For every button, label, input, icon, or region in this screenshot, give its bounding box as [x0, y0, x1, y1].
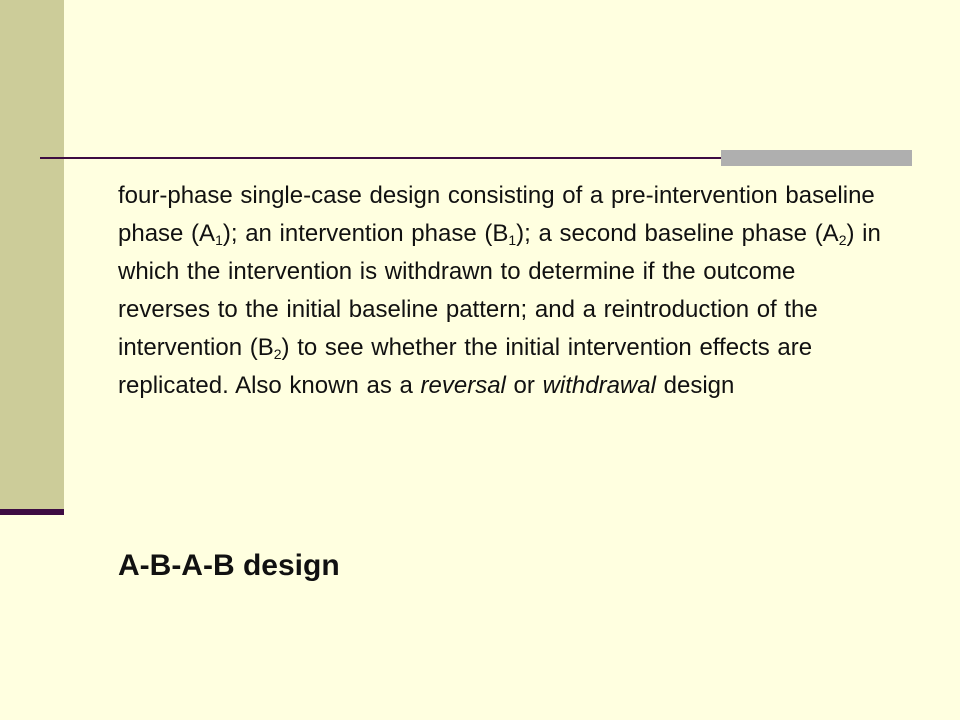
- definition-part-3: ); a second baseline phase (A: [516, 219, 839, 247]
- side-band: [0, 0, 64, 512]
- definition-part-6: or: [505, 371, 543, 399]
- definition-part-7: design: [655, 371, 735, 399]
- subscript-b2: 2: [273, 345, 282, 362]
- subscript-a1: 1: [215, 231, 223, 248]
- term-heading: A-B-A-B design: [118, 549, 340, 582]
- definition-text: [118, 177, 888, 404]
- subscript-b1: 1: [508, 231, 517, 248]
- definition-part-5: ) to see whether the initial intervention effects are replicated. Also known as a: [118, 333, 813, 399]
- subscript-a2: 2: [838, 231, 847, 248]
- italic-withdrawal: withdrawal: [542, 371, 656, 399]
- definition-part-1: four-phase single-case design consisting of a pre-intervention baseline phase (A: [118, 182, 875, 247]
- definition-part-2: ); an intervention phase (B: [222, 219, 509, 247]
- definition-part-4: ) in which the intervention is withdrawn to determine if the outcome reverses to the initial baseline pattern; and a reintroduction of the intervention (B: [118, 219, 881, 361]
- title-rule-accent: [721, 150, 912, 166]
- side-band-edge: [0, 509, 64, 515]
- italic-reversal: reversal: [420, 371, 506, 399]
